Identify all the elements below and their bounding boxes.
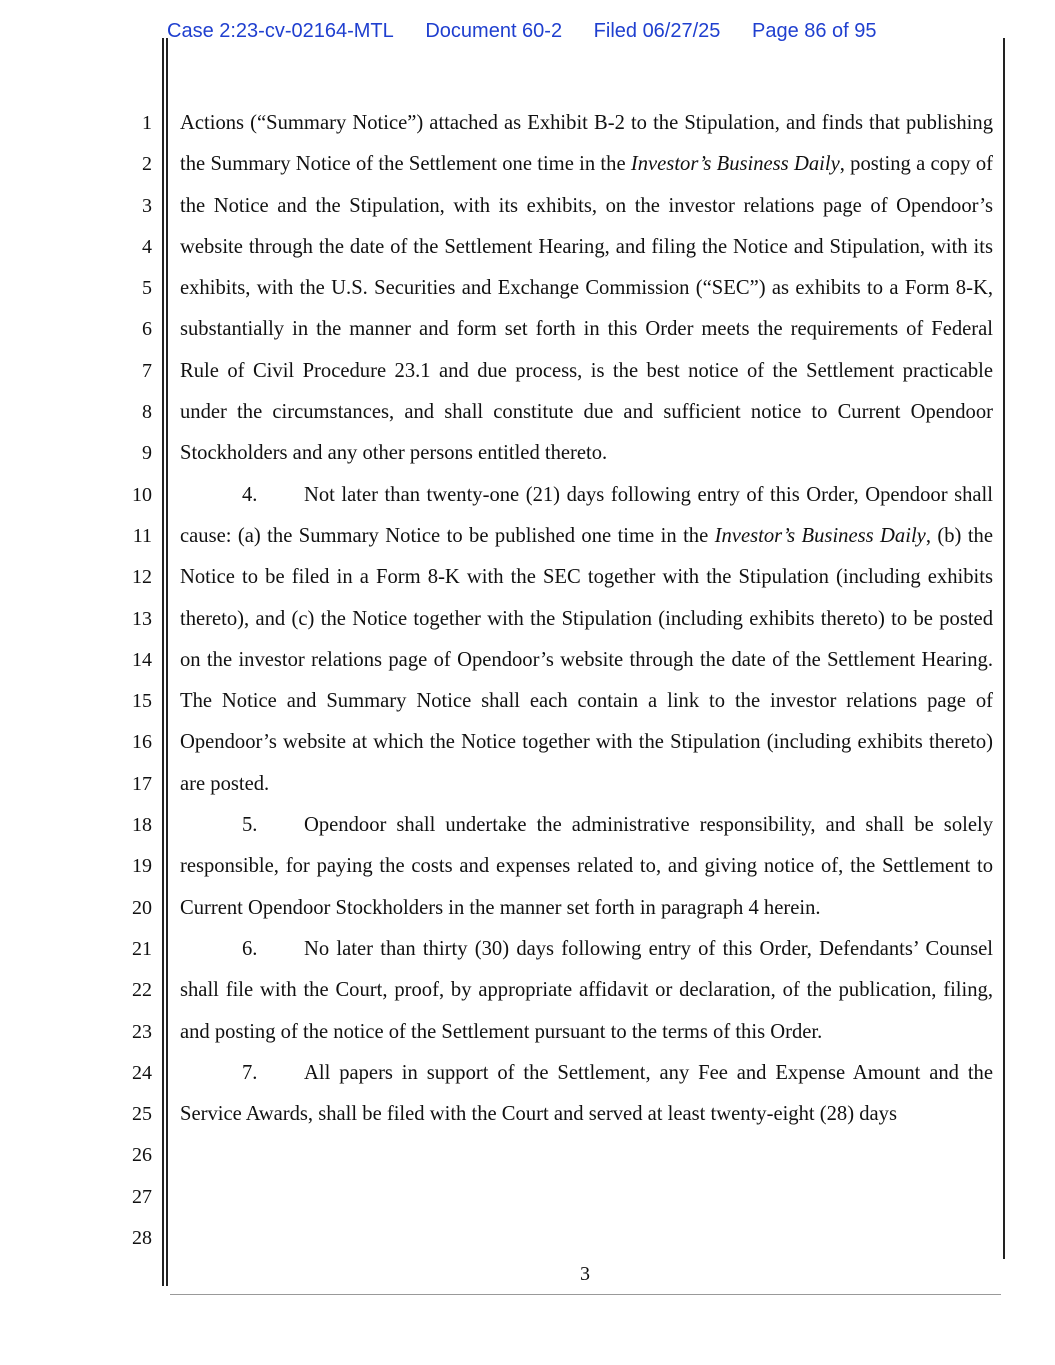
left-margin-rule-outer: [162, 38, 164, 1286]
paragraph-text: Actions (“Summary Notice”) attached as Exhibit B-2 to the Stipulation, and finds that publishing the Summary Notice of the Settlement one time in the: [180, 112, 993, 176]
document-number: Document 60-2: [425, 20, 563, 42]
line-number: 4: [142, 235, 152, 258]
line-number: 12: [132, 566, 152, 589]
paragraph-text: All papers in support of the Settlement, any Fee and Expense Amount and the Service Awards, shall be filed with the Court and served at least twenty-eight (28) days: [180, 1061, 993, 1126]
paragraph-text: No later than thirty (30) days following entry of this Order, Defendants’ Counsel shall file with the Court, proof, by appropriate affidavit or declaration, of the publication, filing, and posting of the notice of the Settlement pursuant to the terms of this Order.: [180, 937, 993, 1043]
line-number: 11: [132, 524, 152, 547]
paragraph-text: Not later than twenty-one (21) days following entry of this Order, Opendoor shall cause: (a) the Summary Notice to be published one time in the: [180, 483, 993, 547]
line-number: 25: [132, 1103, 152, 1126]
paragraph-text: , (b) the Notice to be filed in a Form 8-K with the SEC together with the Stipulation (including exhibits thereto), and (c) the Notice together with the Stipulation (including exhibits thereto) to be posted on the investor relations page of Opendoor’s website through the date of the Settlement Hearing. The Notice and Summary Notice shall each contain a link to the investor relations page of Opendoor’s website at which the Notice together with the Stipulation (including exhibits thereto) are posted.: [180, 524, 993, 795]
case-number: Case 2:23-cv-02164-MTL: [167, 20, 394, 42]
line-number: 10: [132, 483, 152, 506]
line-number: 20: [132, 896, 152, 919]
line-number: 1: [142, 112, 152, 134]
paragraph-6: [180, 929, 993, 1053]
line-number: 8: [142, 401, 152, 424]
line-number: 7: [142, 359, 152, 382]
line-number: 6: [142, 318, 152, 341]
paragraph-4: [180, 475, 993, 805]
ecf-header: [167, 20, 877, 46]
order-body: [180, 103, 993, 1135]
line-number: 21: [132, 937, 152, 960]
line-number: 17: [132, 772, 152, 795]
paragraph-number: 7.: [242, 1061, 258, 1084]
footer-rule: [170, 1294, 1001, 1295]
paragraph-number: 6.: [242, 937, 258, 960]
publication-name: Investor’s Business Daily: [714, 524, 926, 547]
line-number: 28: [132, 1227, 152, 1250]
line-number: 26: [132, 1144, 152, 1167]
line-number: 3: [142, 194, 152, 217]
line-number: 22: [132, 979, 152, 1002]
page-count: Page 86 of 95: [751, 20, 877, 42]
paragraph-number: 4.: [242, 483, 258, 506]
paragraph-text: , posting a copy of the Notice and the Stipulation, with its exhibits, on the investor relations page of Opendoor’s website through the date of the Settlement Hearing, and filing the Notice and Stipulation, with its exhibits, with the U.S. Securities and Exchange Commission (“SEC”) as exhibits to a Form 8-K, substantially in the manner and form set forth in this Order meets the requirements of Federal Rule of Civil Procedure 23.1 and due process, is the best notice of the Settlement practicable under the circumstances, and shall constitute due and sufficient notice to Current Opendoor Stockholders and any other persons entitled thereto.: [180, 153, 994, 465]
line-number: 14: [132, 648, 152, 671]
filed-date: Filed 06/27/25: [593, 20, 721, 42]
paragraph-number: 5.: [242, 814, 258, 837]
line-number: 27: [132, 1185, 152, 1208]
paragraph-continued: [180, 103, 993, 475]
line-number: 2: [142, 153, 152, 176]
line-number: 18: [132, 814, 152, 837]
line-numbers: [112, 103, 152, 1259]
line-number: 5: [142, 277, 152, 300]
paragraph-7: [180, 1053, 993, 1136]
publication-name: Investor’s Business Daily: [630, 153, 840, 176]
line-number: 13: [132, 607, 152, 630]
line-number: 9: [142, 442, 152, 465]
line-number: 19: [132, 855, 152, 878]
line-number: 24: [132, 1061, 152, 1084]
page-number: 3: [580, 1263, 590, 1285]
line-number: 16: [132, 731, 152, 754]
left-margin-rule-inner: [166, 38, 168, 1286]
paragraph-text: Opendoor shall undertake the administrative responsibility, and shall be solely responsible, for paying the costs and expenses related to, and giving notice of, the Settlement to Current Opendoor Stockholders in the manner set forth in paragraph 4 herein.: [180, 814, 993, 919]
line-number: 23: [132, 1020, 152, 1043]
right-margin-rule: [1003, 38, 1005, 1259]
line-number: 15: [132, 690, 152, 713]
paragraph-5: [180, 805, 993, 929]
